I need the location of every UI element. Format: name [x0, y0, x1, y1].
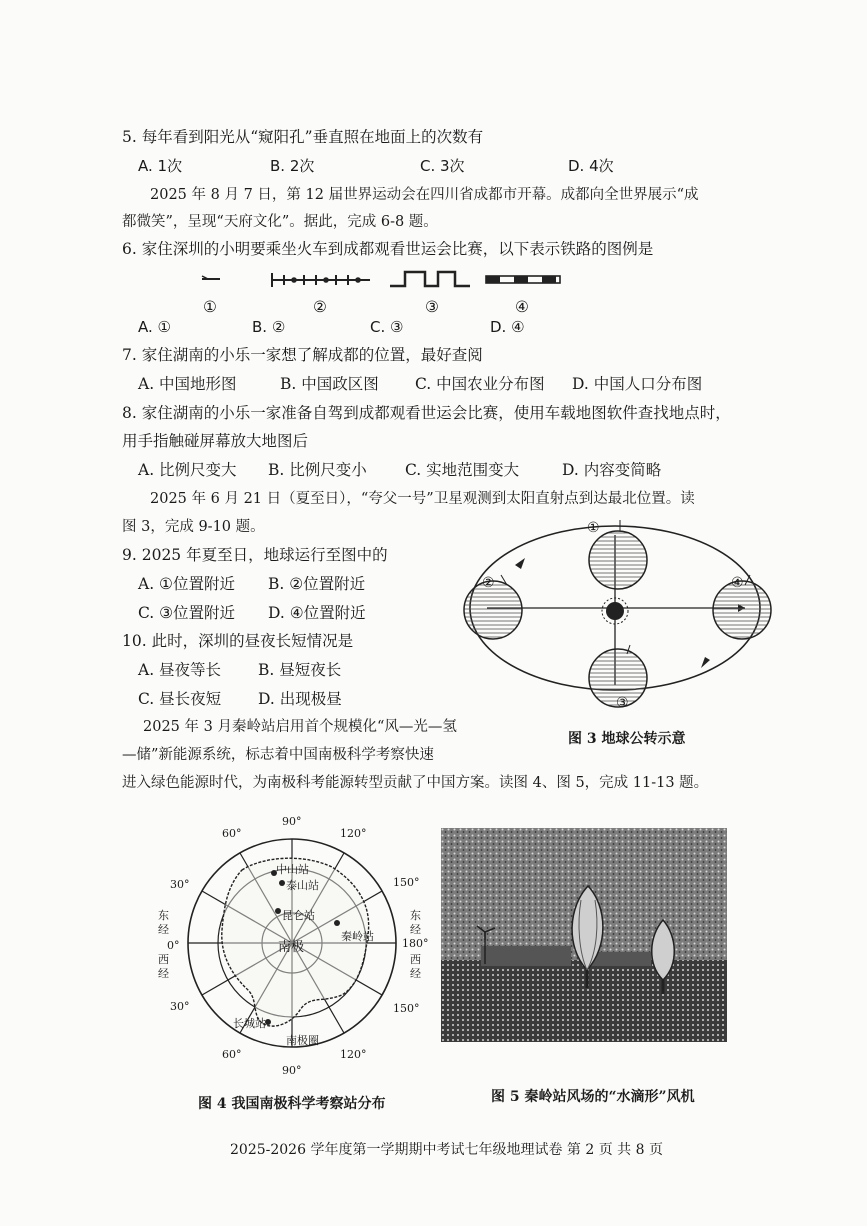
q7-option-b: B. 中国政区图 [280, 375, 379, 393]
legend-symbol-2 [272, 273, 370, 287]
degree-0: 0° [167, 939, 180, 952]
degree-60-top: 60° [222, 827, 242, 840]
position-label-3: ③ [616, 695, 629, 711]
page-footer: 2025-2026 学年度第一学期期中考试七年级地理试卷 第 2 页 共 8 页 [230, 1142, 663, 1158]
intro-6-8-line2: 都微笑”，呈现“天府文化”。据此，完成 6-8 题。 [122, 214, 438, 230]
west-label-char2: 经 [158, 967, 169, 980]
degree-30-bottom: 30° [170, 1000, 190, 1013]
q6-option-c: C. ③ [370, 318, 404, 336]
legend-symbol-1 [202, 276, 220, 279]
east-label-right-char1: 东 [410, 909, 421, 922]
degree-30-top: 30° [170, 878, 190, 891]
q9-option-c: C. ③位置附近 [138, 604, 236, 622]
legend-label-2: ② [313, 298, 327, 316]
east-label-right-char2: 经 [410, 923, 421, 936]
q7-option-a: A. 中国地形图 [138, 375, 237, 393]
q6-stem: 6. 家住深圳的小明要乘坐火车到成都观看世运会比赛，以下表示铁路的图例是 [122, 240, 654, 258]
q5-option-c: C. 3次 [420, 157, 465, 175]
taishan-station-label: 泰山站 [286, 879, 319, 892]
intro-11-13-line3: 进入绿色能源时代，为南极科考能源转型贡献了中国方案。读图 4、图 5，完成 11-13 题。 [122, 775, 709, 791]
figure-3-caption: 图 3 地球公转示意 [568, 731, 686, 747]
q8-option-b: B. 比例尺变小 [268, 461, 367, 479]
q7-stem: 7. 家住湖南的小乐一家想了解成都的位置，最好查阅 [122, 346, 483, 364]
q7-option-c: C. 中国农业分布图 [415, 375, 545, 393]
q6-option-d: D. ④ [490, 318, 525, 336]
east-label-char1: 东 [158, 909, 169, 922]
legend-label-3: ③ [425, 298, 439, 316]
legend-symbol-4 [486, 276, 560, 283]
west-label-right-char2: 经 [410, 967, 421, 980]
q8-option-a: A. 比例尺变大 [138, 461, 237, 479]
figure-4-caption: 图 4 我国南极科学考察站分布 [198, 1096, 386, 1112]
intro-11-13-line1: 2025 年 3 月秦岭站启用首个规模化“风—光—氢 [143, 719, 457, 735]
degree-120-bottom: 120° [340, 1048, 367, 1061]
q8-option-c: C. 实地范围变大 [405, 461, 520, 479]
east-label-char2: 经 [158, 923, 169, 936]
q6-option-b: B. ② [252, 318, 286, 336]
antarctic-circle-label: 南极圈 [286, 1034, 319, 1047]
q10-option-a: A. 昼夜等长 [138, 661, 222, 679]
south-pole-label: 南极 [278, 940, 305, 955]
q5-stem: 5. 每年看到阳光从“窥阳孔”垂直照在地面上的次数有 [122, 128, 484, 146]
q9-option-a: A. ①位置附近 [138, 575, 235, 593]
q10-option-b: B. 昼短夜长 [258, 661, 342, 679]
position-label-1: ① [587, 520, 600, 536]
q5-option-b: B. 2次 [270, 157, 315, 175]
q10-stem: 10. 此时，深圳的昼夜长短情况是 [122, 632, 354, 650]
q8-option-d: D. 内容变简略 [562, 461, 662, 479]
degree-150-bottom: 150° [393, 1002, 420, 1015]
q9-option-d: D. ④位置附近 [268, 604, 366, 622]
position-label-2: ② [482, 575, 495, 591]
degree-150-top: 150° [393, 876, 420, 889]
figure-5-turbine-photo [441, 828, 727, 1042]
q8-stem-line1: 8. 家住湖南的小乐一家准备自驾到成都观看世运会比赛，使用车载地图软件查找地点时， [122, 404, 731, 422]
q7-option-d: D. 中国人口分布图 [572, 375, 703, 393]
zhongshan-station-label: 中山站 [276, 863, 309, 876]
q10-option-d: D. 出现极昼 [258, 690, 342, 708]
intro-6-8-line1: 2025 年 8 月 7 日，第 12 届世界运动会在四川省成都市开幕。成都向全世界展示“成 [150, 187, 699, 203]
west-label-right-char1: 西 [410, 953, 421, 966]
qinling-station-label: 秦岭站 [341, 930, 374, 943]
degree-120-top: 120° [340, 827, 367, 840]
q9-option-b: B. ②位置附近 [268, 575, 366, 593]
q6-option-a: A. ① [138, 318, 171, 336]
figure-5-caption: 图 5 秦岭站风场的“水滴形”风机 [491, 1089, 695, 1105]
intro-9-10-line2: 图 3，完成 9-10 题。 [122, 519, 265, 535]
legend-symbol-3 [390, 272, 470, 286]
west-label-char1: 西 [158, 953, 169, 966]
degree-90-bottom: 90° [282, 1064, 302, 1077]
position-label-4: ④ [731, 575, 744, 591]
q5-option-d: D. 4次 [568, 157, 614, 175]
legend-label-1: ① [203, 298, 217, 316]
changcheng-station-label: 长城站 [233, 1017, 266, 1030]
degree-180: 180° [402, 937, 429, 950]
degree-90-top: 90° [282, 815, 302, 828]
degree-60-bottom: 60° [222, 1048, 242, 1061]
q9-stem: 9. 2025 年夏至日，地球运行至图中的 [122, 546, 388, 564]
q8-stem-line2: 用手指触碰屏幕放大地图后 [122, 432, 309, 450]
legend-label-4: ④ [515, 298, 529, 316]
kunlun-station-label: 昆仑站 [282, 909, 315, 922]
q5-option-a: A. 1次 [138, 157, 183, 175]
intro-11-13-line2: —储”新能源系统，标志着中国南极科学考察快速 [122, 747, 434, 763]
intro-9-10-line1: 2025 年 6 月 21 日（夏至日），“夸父一号”卫星观测到太阳直射点到达最北位置。读 [150, 491, 695, 507]
q10-option-c: C. 昼长夜短 [138, 690, 222, 708]
